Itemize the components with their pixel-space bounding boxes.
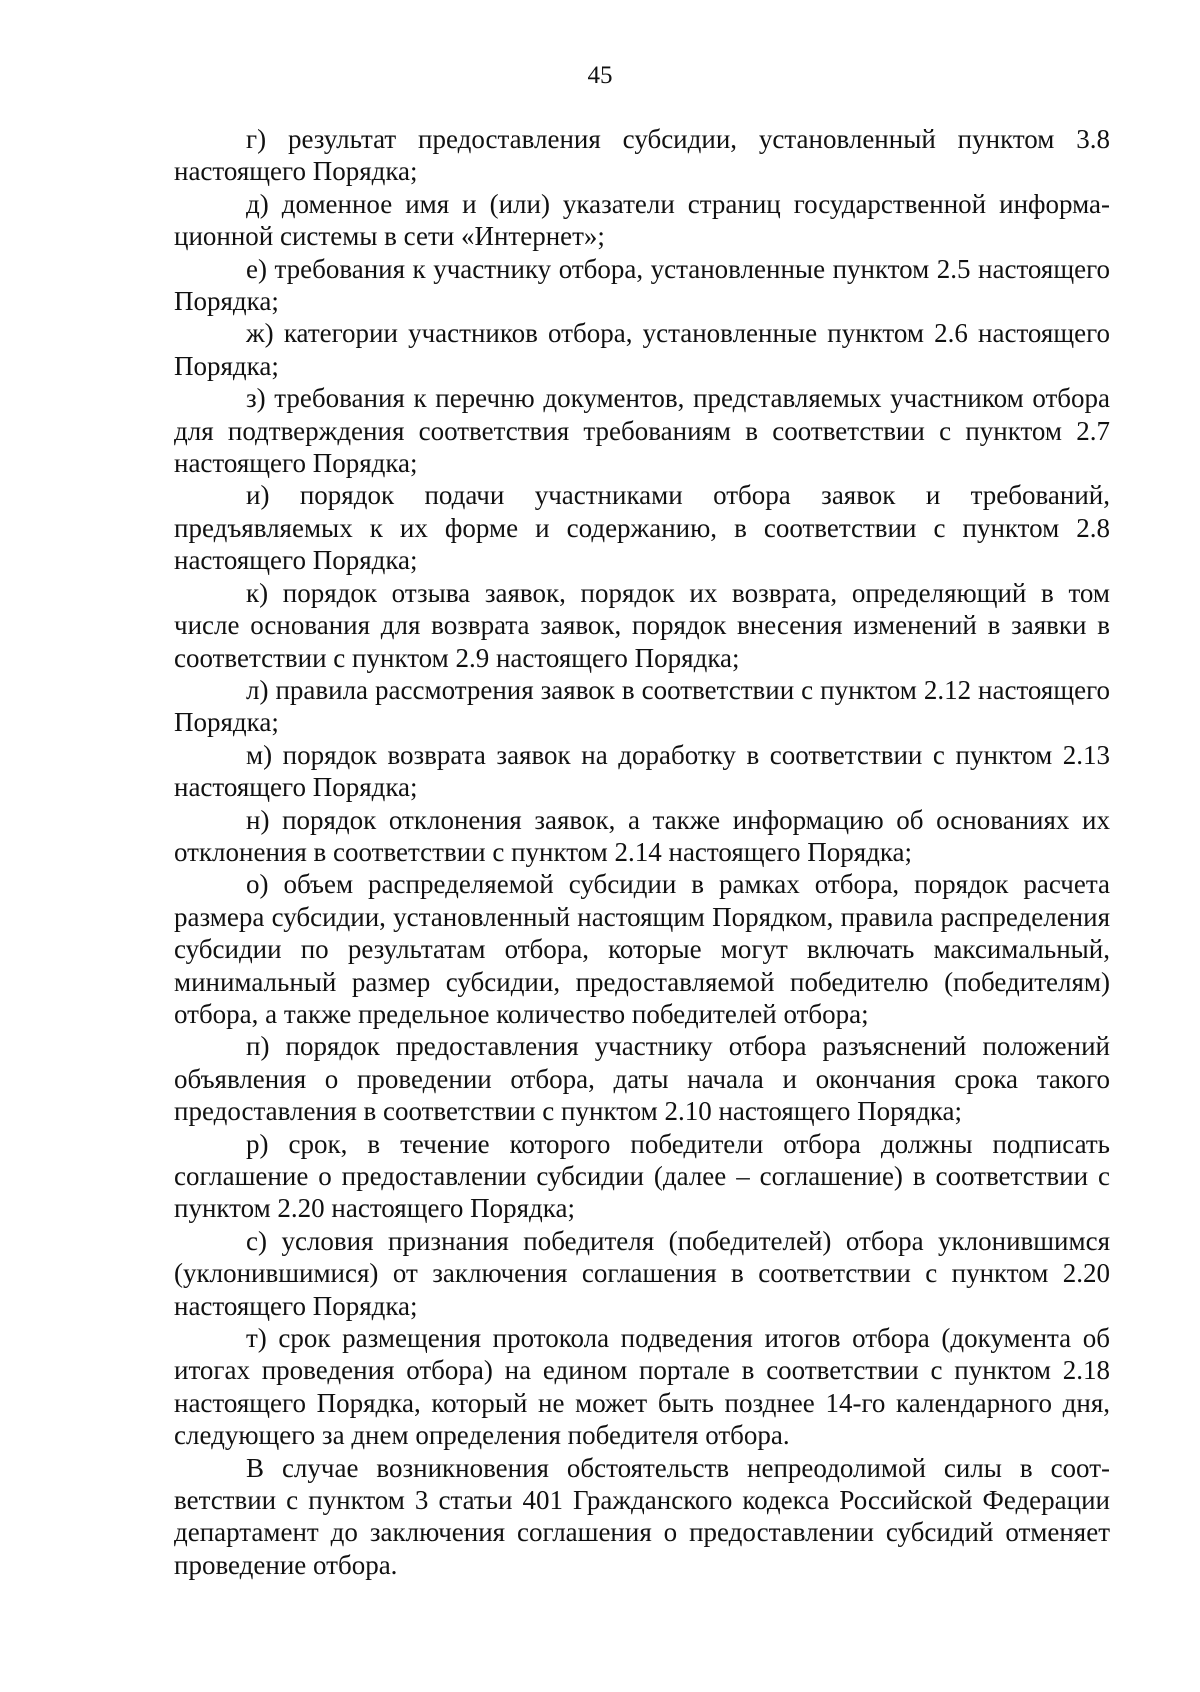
paragraph-force-majeure: В случае возникновения обстоятельств непреодолимой силы в соответствии с пунктом 3 статьи 401 Гражданского кодекса Российской Федерации департамент до заключения соглашения о предоставлении субсидий отменяет проведение отбора. <box>174 1452 1110 1580</box>
paragraph-d: д) доменное имя и (или) указатели страниц государственной информационной системы в сети «Интернет»; <box>174 188 1110 252</box>
paragraph-e: е) требования к участнику отбора, установленные пунктом 2.5 настоящего Порядка; <box>174 253 1110 317</box>
paragraph-s: с) условия признания победителя (победителей) отбора уклонившимся (уклонившимися) от заключения соглашения в соответствии с пунктом 2.20 настоящего Порядка; <box>174 1225 1110 1321</box>
paragraph-z: з) требования к перечню документов, представляемых участником отбора для подтверждения соответствия требованиям в соответствии с пунктом 2.7 настоящего Порядка; <box>174 383 1110 479</box>
paragraph-r: р) срок, в течение которого победители отбора должны подписать соглашение о предоставлении субсидии (далее – соглашение) в соответствии с пунктом 2.20 настоящего Порядка; <box>174 1128 1110 1224</box>
document-body <box>174 123 1110 1581</box>
page-number: 45 <box>587 62 613 89</box>
paragraph-n: н) порядок отклонения заявок, а также информацию об основаниях их отклонения в соответствии с пунктом 2.14 настоящего Порядка; <box>174 804 1110 867</box>
paragraph-k: к) порядок отзыва заявок, порядок их возврата, определяющий в том числе основания для возврата заявок, порядок внесения изменений в заявки в соответствии с пунктом 2.9 настоящего Порядка; <box>174 577 1110 673</box>
paragraph-p: п) порядок предоставления участнику отбора разъяснений положений объявления о проведении отбора, даты начала и окончания срока такого предоставления в соответствии с пунктом 2.10 настоящего Порядка; <box>174 1031 1110 1127</box>
paragraph-i: и) порядок подачи участниками отбора заявок и требований, предъявляемых к их форме и содержанию, в соответствии с пунктом 2.8 настоящего Порядка; <box>174 480 1110 576</box>
paragraph-t: т) срок размещения протокола подведения итогов отбора (документа об итогах проведения отбора) на едином портале в соответствии с пунктом 2.18 настоящего Порядка, который не может быть позднее 14-го календарного дня, следующего за днем определения победителя отбора. <box>174 1323 1110 1451</box>
paragraph-o: о) объем распределяемой субсидии в рамках отбора, порядок расчета размера субсидии, установленный настоящим Порядком, правила распределения субсидии по результатам отбора, которые могут включать максимальный, минимальный размер субсидии, предоставляемой победителю (победителям) отбора, а также предельное количество победителей отбора; <box>174 869 1110 1029</box>
paragraph-zh: ж) категории участников отбора, установленные пунктом 2.6 настоящего Порядка; <box>174 318 1110 381</box>
paragraph-g: г) результат предоставления субсидии, установленный пунктом 3.8 настоящего Порядка; <box>174 124 1110 187</box>
paragraph-m: м) порядок возврата заявок на доработку в соответствии с пунктом 2.13 настоящего Порядка; <box>174 739 1110 803</box>
paragraph-l: л) правила рассмотрения заявок в соответствии с пунктом 2.12 настоящего Порядка; <box>174 674 1110 738</box>
